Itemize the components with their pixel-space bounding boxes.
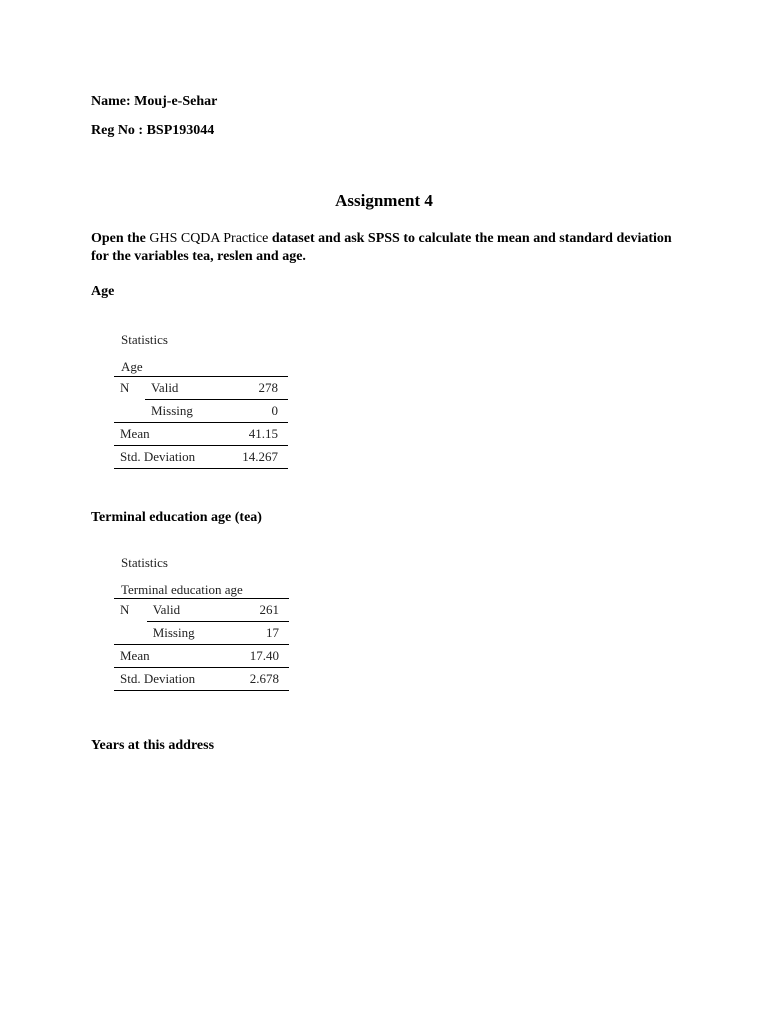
missing-label: Missing xyxy=(145,400,223,423)
sd-value: 14.267 xyxy=(223,446,288,469)
n-label: N xyxy=(114,599,147,622)
missing-value: 0 xyxy=(223,400,288,423)
registration-number: Reg No : BSP193044 xyxy=(91,123,215,138)
sd-value: 2.678 xyxy=(229,668,289,691)
valid-value: 261 xyxy=(229,599,289,622)
table-row xyxy=(114,668,289,691)
table-row xyxy=(114,423,288,446)
missing-label: Missing xyxy=(147,622,229,645)
sd-label: Std. Deviation xyxy=(114,668,229,691)
table-row xyxy=(114,599,289,622)
dataset-name: GHS CQDA Practice xyxy=(149,231,269,246)
mean-label: Mean xyxy=(114,423,223,446)
mean-value: 41.15 xyxy=(223,423,288,446)
valid-value: 278 xyxy=(223,377,288,400)
n-label: N xyxy=(114,377,145,400)
tea-statistics-title: Statistics xyxy=(121,555,168,570)
age-variable-label: Age xyxy=(121,359,143,374)
instruction-part-1: Open the xyxy=(91,231,150,246)
mean-label: Mean xyxy=(114,645,229,668)
age-statistics-table xyxy=(114,376,288,469)
section-heading-tea: Terminal education age (tea) xyxy=(91,510,262,525)
table-row xyxy=(114,400,288,423)
age-statistics-title: Statistics xyxy=(121,332,168,347)
missing-value: 17 xyxy=(229,622,289,645)
table-row xyxy=(114,377,288,400)
section-heading-reslen: Years at this address xyxy=(91,738,215,753)
table-row xyxy=(114,645,289,668)
page-title: Assignment 4 xyxy=(335,191,433,210)
valid-label: Valid xyxy=(147,599,229,622)
tea-variable-label: Terminal education age xyxy=(121,582,243,597)
student-name: Name: Mouj-e-Sehar xyxy=(91,94,218,109)
valid-label: Valid xyxy=(145,377,223,400)
mean-value: 17.40 xyxy=(229,645,289,668)
instruction-part-2: dataset and ask SPSS to calculate the mean and standard deviation for the variables tea, reslen and age. xyxy=(91,231,672,264)
table-row xyxy=(114,622,289,645)
table-row xyxy=(114,446,288,469)
sd-label: Std. Deviation xyxy=(114,446,223,469)
instruction-paragraph xyxy=(91,230,681,266)
tea-statistics-table xyxy=(114,598,289,691)
section-heading-age: Age xyxy=(91,284,115,299)
